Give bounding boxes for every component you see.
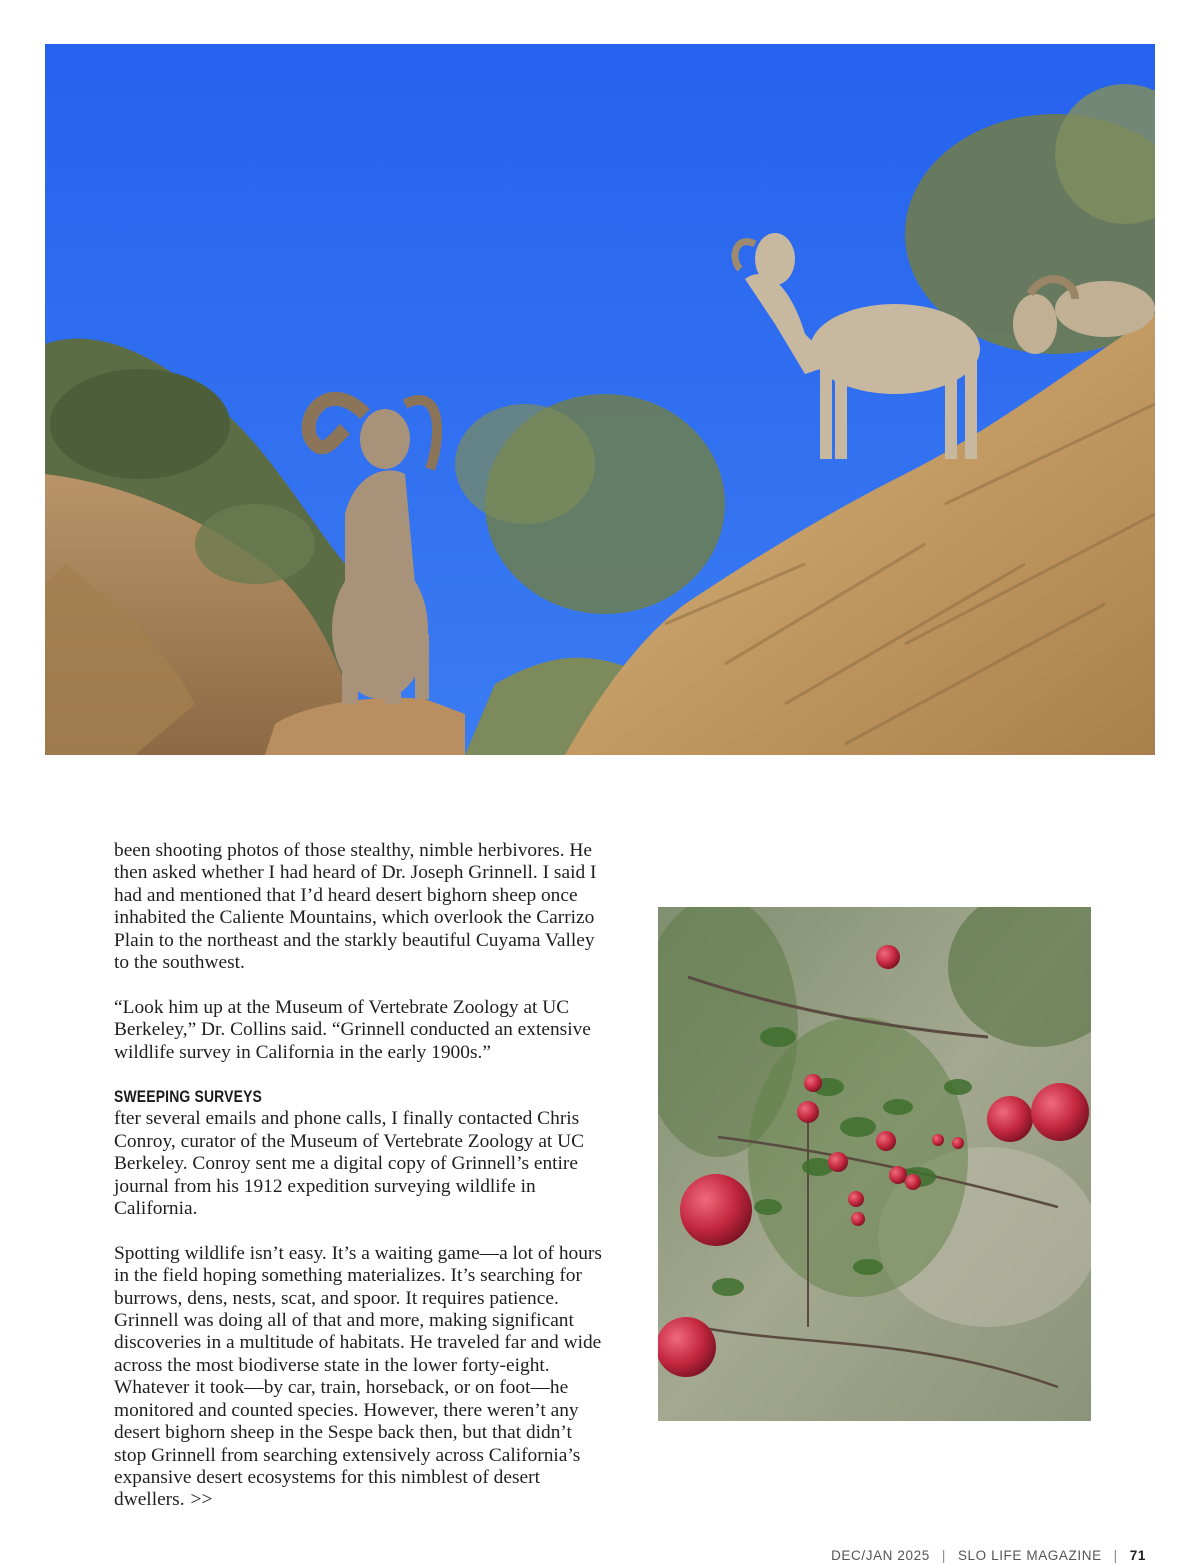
article-paragraph: “Look him up at the Museum of Vertebrate Zoology at UC Berkeley,” Dr. Collins said. “Grinnell conducted an extensive wildlife survey in California in the early 1900s.” [114,996,591,1063]
article-paragraph: been shooting photos of those stealthy, nimble herbivores. He then asked whether I had heard of Dr. Joseph Grinnell. I said I had and mentioned that I’d heard desert bighorn sheep once inhabited the Caliente Mountains, which overlook the Carrizo Plain to the northeast and the starkly beautiful Cuyama Valley to the southwest. [114,840,597,974]
footer-magazine-name: SLO LIFE MAGAZINE [957,1547,1102,1563]
footer-separator: | [1113,1547,1118,1563]
hero-photo-bighorn-sheep [45,44,1155,755]
article-paragraph-text: Spotting wildlife isn’t easy. It’s a waiting game—a lot of hours in the field hoping something materializes. It’s searching for burrows, dens, nests, scat, and spoor. It requires patience. Grinnell was doing all of that and more, making significant discoveries in a multitude of habitats. He traveled far and wide across the most biodiverse state in the lower forty-eight. Whatever it took—by car, train, horseback, or on foot—he monitored and counted species. However, there weren’t any desert bighorn sheep in the Sespe back then, but that didn’t stop Grinnell from searching extensively across California’s expansive desert ecosystems for this nimblest of desert dwellers. [114,1242,602,1511]
article-paragraph-last [114,1243,604,1512]
footer-separator: | [941,1547,946,1563]
page-footer [831,1545,1146,1565]
article-paragraph: fter several emails and phone calls, I finally contacted Chris Conroy, curator of the Museum of Vertebrate Zoology at UC Berkeley. Conroy sent me a digital copy of Grinnell’s entire journal from his 1912 expedition surveying wildlife in California. [114,1108,585,1220]
berry-illustration [658,907,1091,1421]
continue-marker: >> [190,1489,213,1511]
berry-photo [658,907,1091,1421]
page-number: 71 [1129,1547,1146,1563]
article-body [114,840,604,1534]
footer-issue-date: DEC/JAN 2025 [831,1547,930,1563]
hero-illustration [45,44,1155,755]
section-heading: SWEEPING SURVEYS [114,1087,263,1107]
